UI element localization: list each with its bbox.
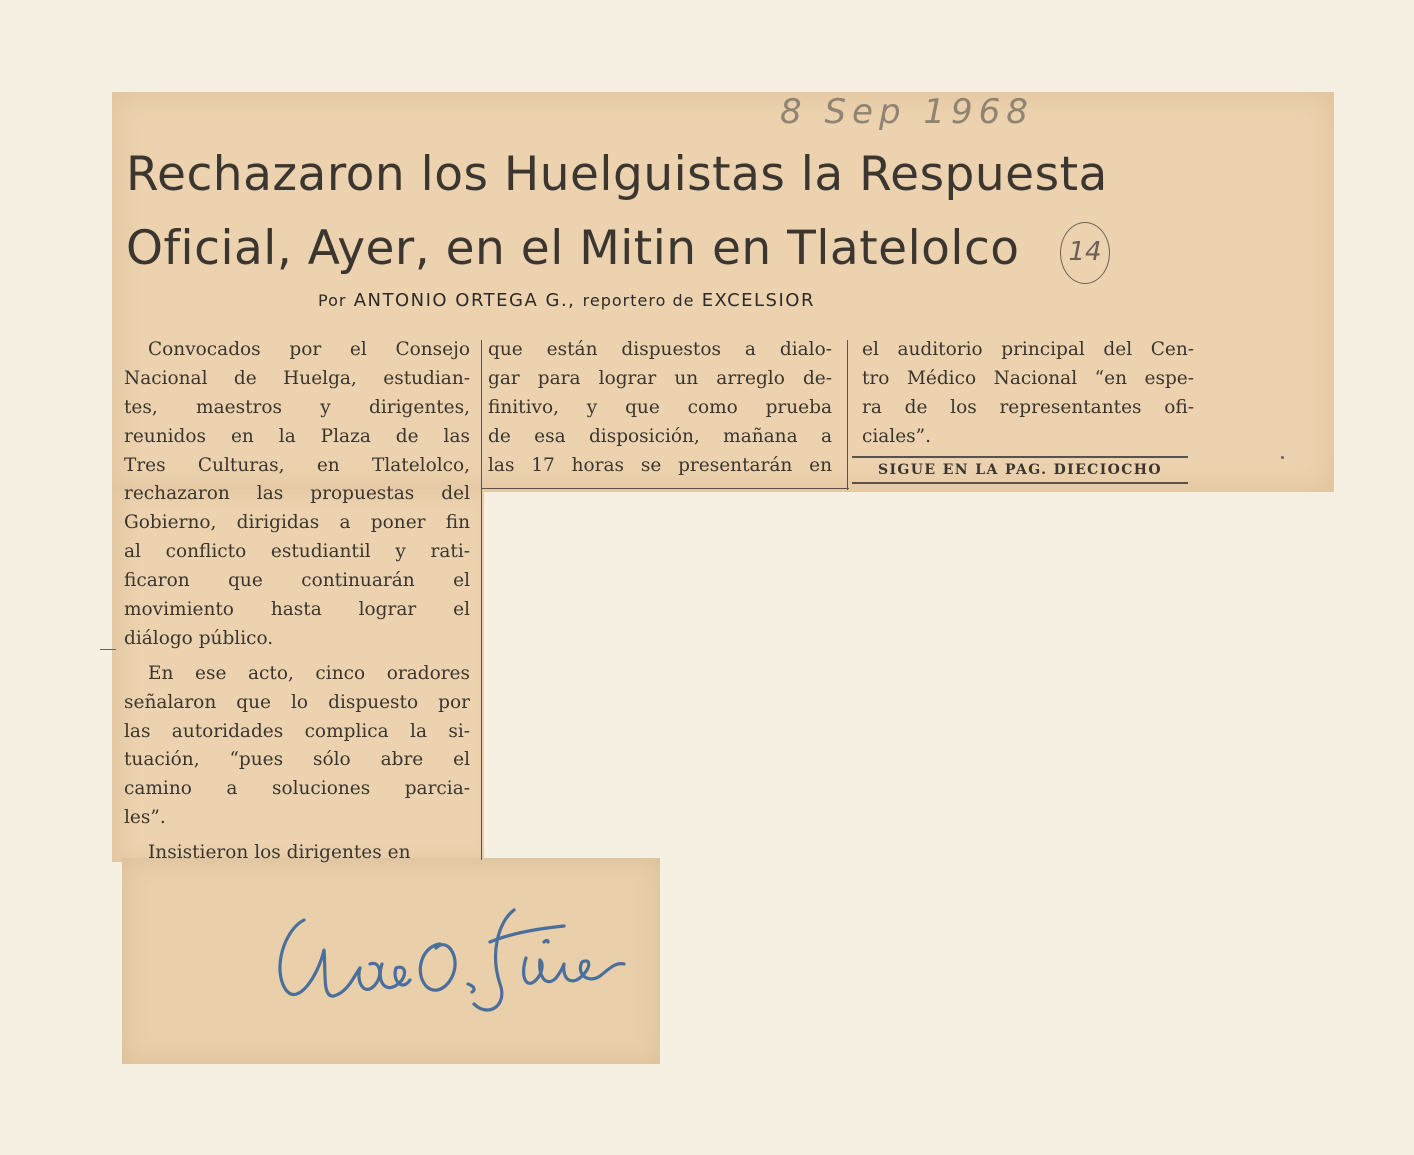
- headline-line-1: Rechazaron los Huelguistas la Respuesta: [126, 147, 1108, 202]
- text-line: tes, maestros y dirigentes,: [124, 396, 470, 418]
- text-line: señalaron que lo dispuesto por: [124, 691, 470, 713]
- text-line: gar para lograr un arreglo de-: [488, 367, 832, 389]
- text-line: que están dispuestos a dialo-: [488, 339, 832, 360]
- text-line: de esa disposición, mañana a: [488, 425, 832, 447]
- text-line: Gobierno, dirigidas a poner fin: [124, 512, 470, 534]
- column-rule-1: [481, 340, 482, 860]
- byline-author: ANTONIO ORTEGA G.,: [353, 290, 576, 311]
- text-line: al conflicto estudiantil y rati-: [124, 541, 470, 563]
- text-line: reunidos en la Plaza de las: [124, 425, 470, 447]
- margin-tick: [1281, 456, 1284, 459]
- continued-on-page-note: SIGUE EN LA PAG. DIECIOCHO: [852, 456, 1188, 484]
- margin-tick: [100, 649, 116, 650]
- byline: [318, 290, 815, 311]
- text-line: Tres Culturas, en Tlatelolco,: [124, 454, 470, 476]
- text-line: les”.: [124, 807, 166, 829]
- column-rule-1-foot: [481, 488, 849, 489]
- text-line: finitivo, y que como prueba: [488, 396, 832, 418]
- headline: [126, 138, 1186, 286]
- article-column-1: [124, 336, 470, 868]
- text-line: Nacional de Huelga, estudian-: [124, 367, 470, 389]
- byline-prefix: Por: [318, 291, 347, 310]
- circled-page-number: 14: [1060, 222, 1110, 284]
- text-line: el auditorio principal del Cen-: [862, 339, 1194, 360]
- article-column-2: [488, 336, 832, 480]
- text-line: movimiento hasta lograr el: [124, 599, 470, 621]
- text-line: Convocados por el Consejo: [148, 339, 470, 360]
- text-line: rechazaron las propuestas del: [124, 483, 470, 505]
- text-line: diálogo público.: [124, 627, 274, 649]
- handwritten-signature: [264, 880, 644, 1030]
- text-line: tuación, “pues sólo abre el: [124, 749, 470, 771]
- text-line: tro Médico Nacional “en espe-: [862, 367, 1194, 389]
- handwritten-date: 8 Sep 1968: [780, 92, 1034, 132]
- text-line: las autoridades complica la si-: [124, 720, 470, 742]
- text-line: camino a soluciones parcia-: [124, 778, 470, 800]
- text-line: ficaron que continuarán el: [124, 570, 470, 592]
- headline-line-2: Oficial, Ayer, en el Mitin en Tlatelolco: [126, 221, 1020, 276]
- text-line: las 17 horas se presentarán en: [488, 454, 832, 476]
- column-rule-2: [847, 340, 848, 490]
- byline-paper: EXCELSIOR: [701, 290, 815, 311]
- text-line: En ese acto, cinco oradores: [148, 662, 470, 684]
- byline-middle: reportero de: [582, 291, 695, 310]
- text-line: Insistieron los dirigentes en: [148, 842, 411, 864]
- text-line: ciales”.: [862, 425, 932, 447]
- article-column-3: [862, 336, 1194, 452]
- text-line: ra de los representantes ofi-: [862, 396, 1194, 418]
